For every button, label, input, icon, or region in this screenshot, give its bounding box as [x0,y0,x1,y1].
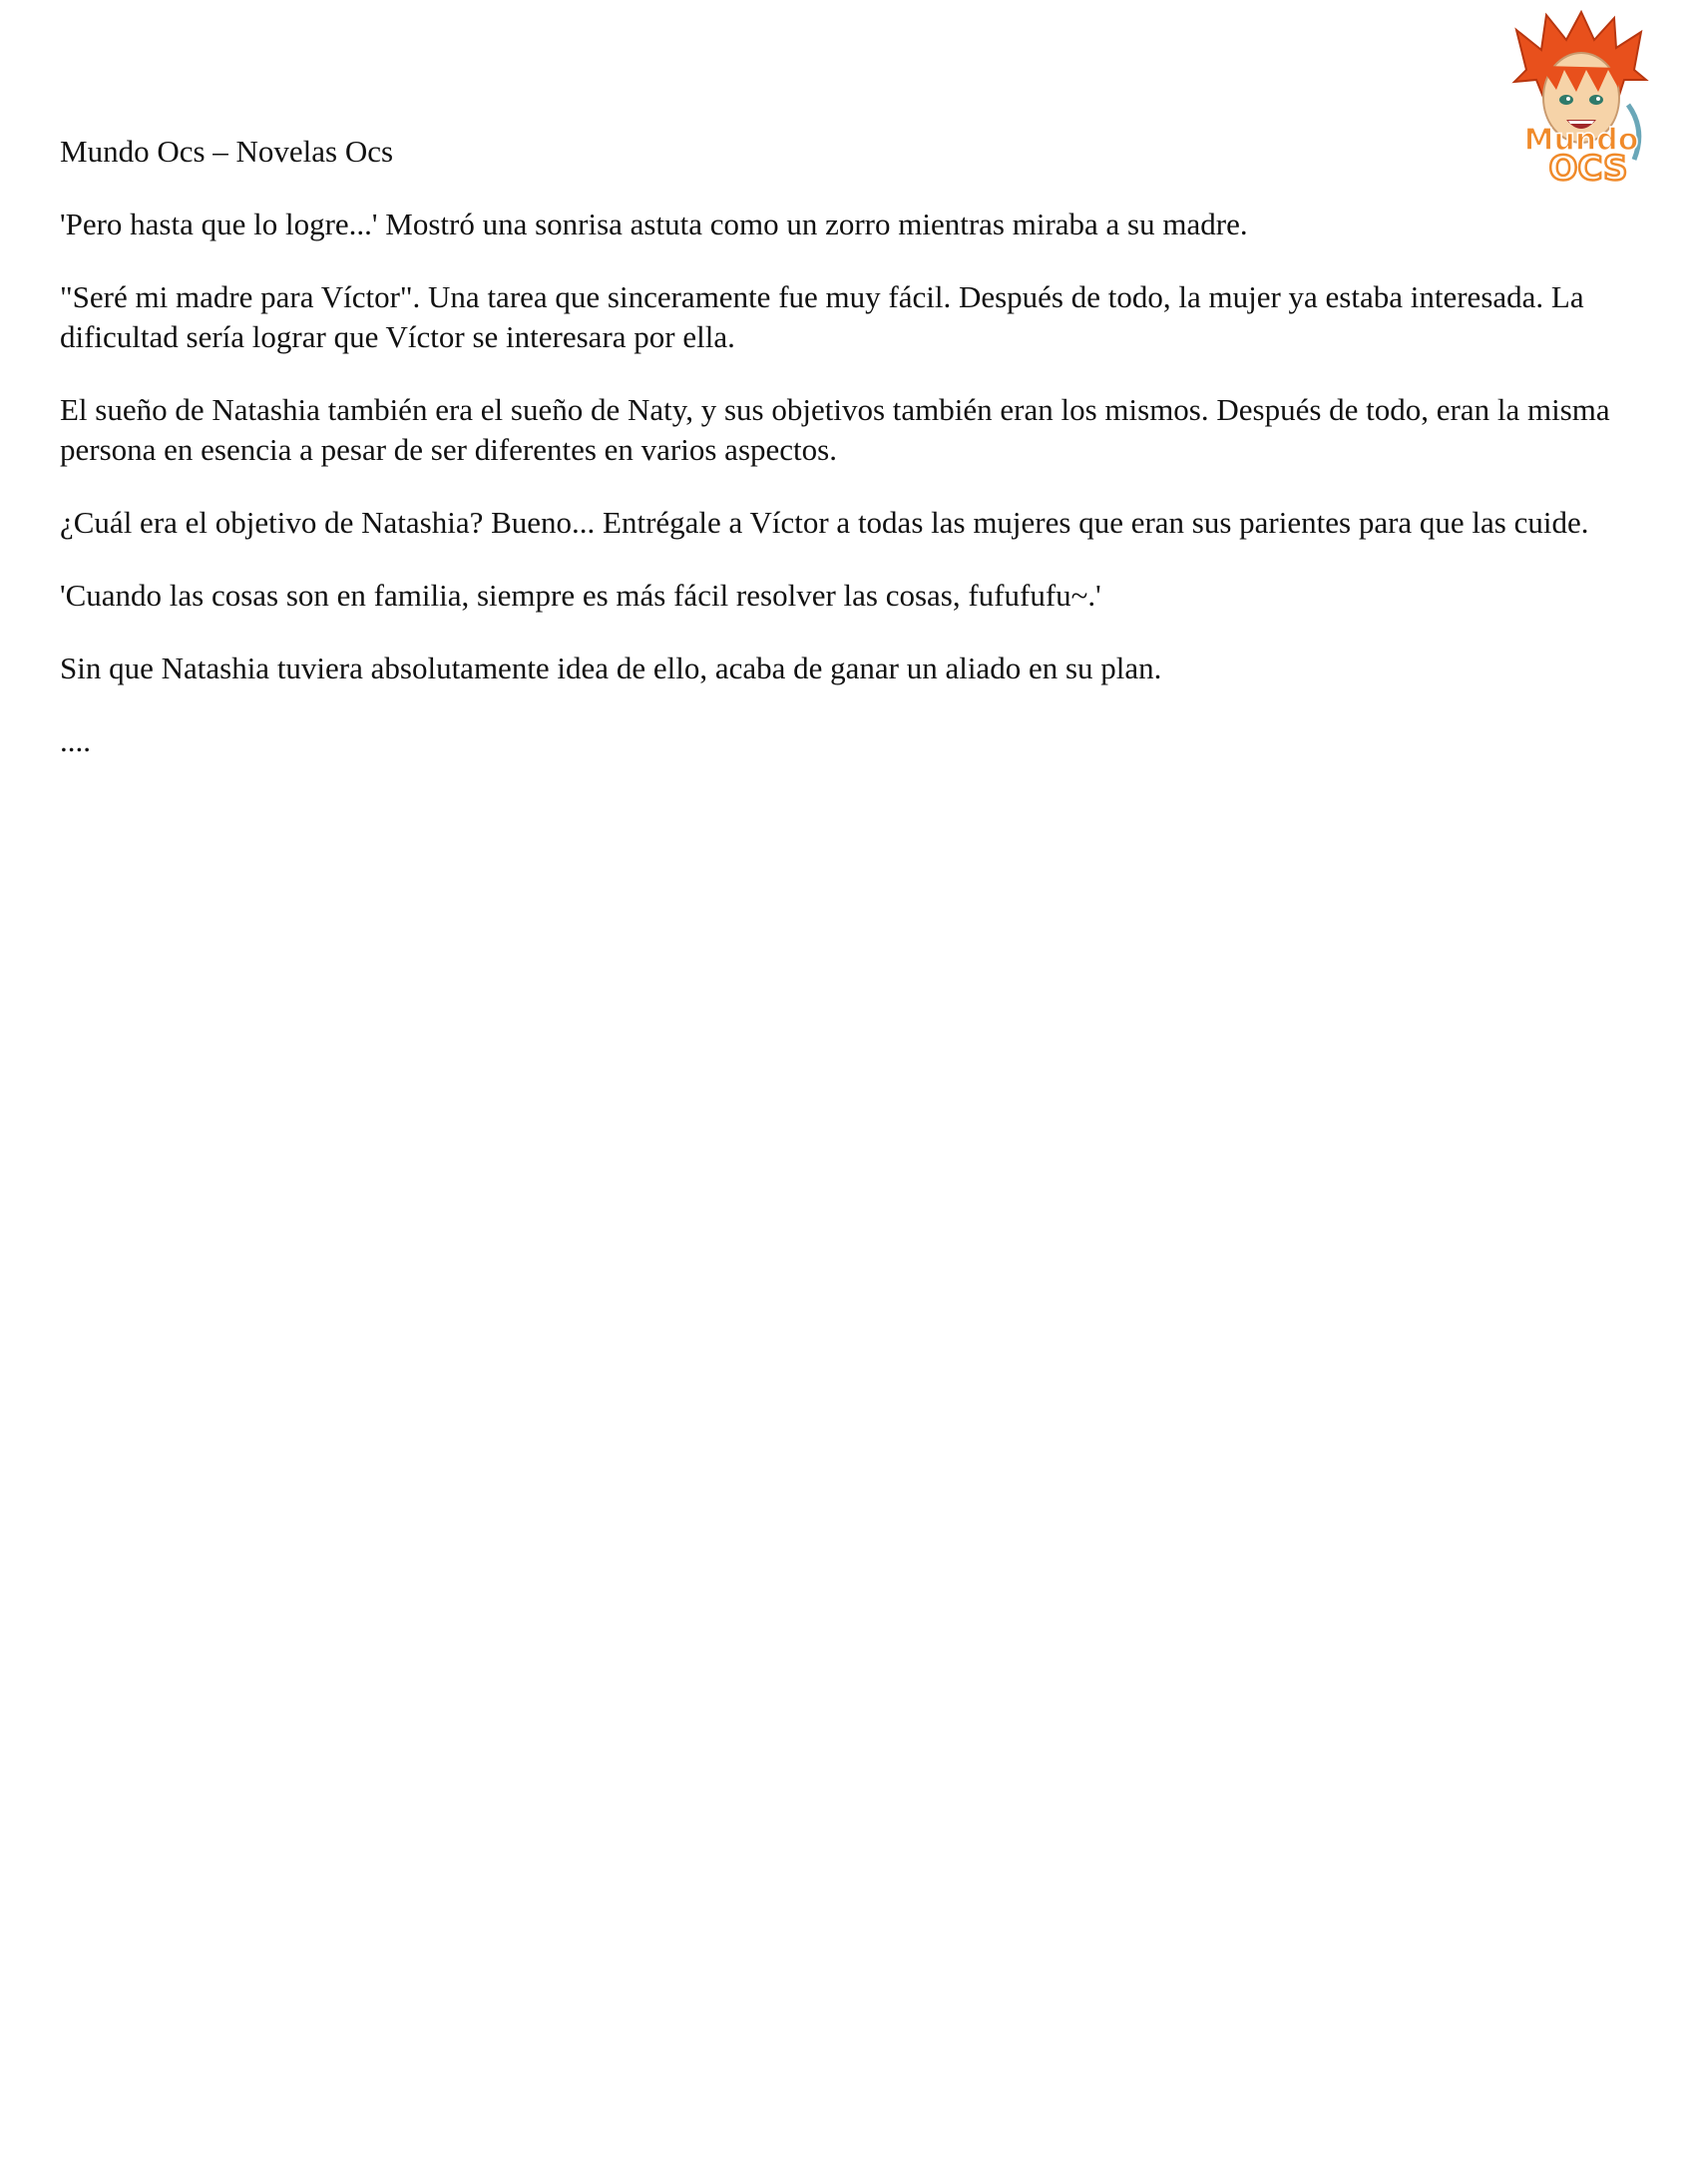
paragraph-5: 'Cuando las cosas son en familia, siempre es más fácil resolver las cosas, fufufufu~.' [60,578,1101,613]
logo-text-ocs: OCS [1548,149,1628,185]
paragraph-1: 'Pero hasta que lo logre...' Mostró una sonrisa astuta como un zorro mientras miraba a su madre. [60,207,1248,241]
paragraph-2: "Seré mi madre para Víctor". Una tarea que sinceramente fue muy fácil. Después de todo, la mujer ya estaba interesada. La dificultad sería lograr que Víctor se interesara por ella. [60,279,1584,354]
ellipsis-separator: .... [60,723,91,758]
document-body [60,132,1616,794]
logo-text-mundo: Mundo [1523,123,1639,158]
paragraph-6: Sin que Natashia tuviera absolutamente idea de ello, acaba de ganar un aliado en su plan. [60,651,1162,685]
paragraph-4: ¿Cuál era el objetivo de Natashia? Bueno... Entrégale a Víctor a todas las mujeres que eran sus parientes para que las cuide. [60,505,1589,540]
paragraph-3: El sueño de Natashia también era el sueño de Naty, y sus objetivos también eran los mismos. Después de todo, eran la misma persona en esencia a pesar de ser diferentes en varios aspectos. [60,392,1610,467]
page-header-title: Mundo Ocs – Novelas Ocs [60,134,394,169]
